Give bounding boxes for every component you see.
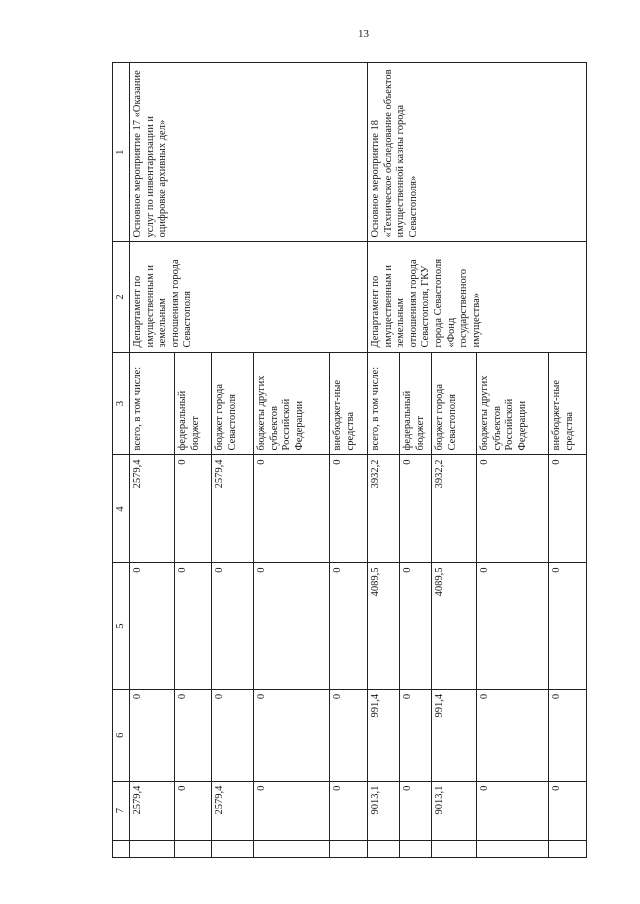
value-cell: 0 [477,563,549,689]
gap-cell [400,840,432,857]
funding-source-cell: бюджеты других субъектов Российской Федерации [477,352,549,455]
table-header-row [113,63,130,858]
value-cell: 0 [254,689,330,781]
value-cell: 0 [330,689,368,781]
funding-source-cell: федеральный бюджет [175,352,212,455]
gap-cell [432,840,477,857]
funding-source-cell: всего, в том числе: [130,352,175,455]
value-cell: 3932,2 [368,455,400,563]
header-cell: 4 [113,455,130,563]
page-number: 13 [358,28,369,40]
funding-source-cell: всего, в том числе: [368,352,400,455]
value-cell: 0 [330,563,368,689]
value-cell: 0 [477,455,549,563]
value-cell: 2579,4 [212,455,254,563]
funding-source-cell: бюджет города Севастополя [212,352,254,455]
value-cell: 4089,5 [432,563,477,689]
funding-source-cell: внебюджет-ные средства [330,352,368,455]
header-cell [113,840,130,857]
value-cell: 2579,4 [130,455,175,563]
value-cell: 2579,4 [130,781,175,840]
executor-cell: Департамент по имущественным и земельным отношениям города Севастополя, ГКУ города Севастополя «Фонд государственного имущества» [368,242,587,352]
value-cell: 0 [477,689,549,781]
value-cell: 0 [130,563,175,689]
funding-source-cell: федеральный бюджет [400,352,432,455]
gap-cell [254,840,330,857]
value-cell: 0 [549,455,587,563]
activity-name-cell: Основное мероприятие 17 «Оказание услуг по инвентаризации и оцифровке архивных дел» [130,63,368,242]
gap-cell [330,840,368,857]
header-cell: 5 [113,563,130,689]
value-cell: 0 [212,563,254,689]
value-cell: 0 [130,689,175,781]
gap-cell [175,840,212,857]
value-cell: 0 [400,455,432,563]
value-cell: 0 [330,781,368,840]
rotated-table-container [112,62,584,858]
header-cell: 2 [113,242,130,352]
table-frame [112,62,584,858]
funding-source-cell: бюджет города Севастополя [432,352,477,455]
header-cell: 7 [113,781,130,840]
value-cell: 3932,2 [432,455,477,563]
value-cell: 991,4 [432,689,477,781]
value-cell: 0 [175,781,212,840]
header-cell: 3 [113,352,130,455]
value-cell: 0 [175,455,212,563]
gap-cell [212,840,254,857]
value-cell: 0 [400,781,432,840]
funding-source-cell: бюджеты других субъектов Российской Федерации [254,352,330,455]
value-cell: 9013,1 [432,781,477,840]
header-cell: 6 [113,689,130,781]
gap-cell [130,840,175,857]
gap-cell [368,840,400,857]
value-cell: 991,4 [368,689,400,781]
budget-table [112,62,587,858]
value-cell: 0 [175,689,212,781]
value-cell: 0 [549,781,587,840]
value-cell: 0 [400,689,432,781]
value-cell: 0 [549,689,587,781]
gap-cell [477,840,549,857]
value-cell: 0 [254,781,330,840]
value-cell: 0 [212,689,254,781]
value-cell: 0 [254,455,330,563]
value-cell: 0 [400,563,432,689]
value-cell: 9013,1 [368,781,400,840]
executor-cell: Департамент по имущественным и земельным отношениям города Севастополя [130,242,368,352]
activity-name-cell: Основное мероприятие 18 «Техническое обследование объектов имущественной казны города Севастополя» [368,63,587,242]
value-cell: 0 [330,455,368,563]
value-cell: 2579,4 [212,781,254,840]
value-cell: 4089,5 [368,563,400,689]
funding-source-cell: внебюджет-ные средства [549,352,587,455]
value-cell: 0 [175,563,212,689]
gap-cell [549,840,587,857]
value-cell: 0 [254,563,330,689]
header-cell: 1 [113,63,130,242]
value-cell: 0 [549,563,587,689]
value-cell: 0 [477,781,549,840]
